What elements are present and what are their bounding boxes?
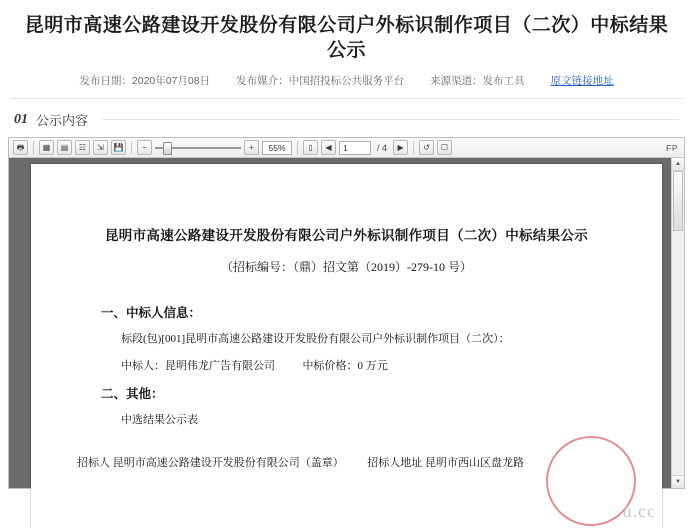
section-number: 01: [14, 111, 28, 127]
zoom-in-icon[interactable]: +: [244, 140, 259, 155]
toolbar-right-label: FP: [666, 142, 678, 153]
scroll-up-icon[interactable]: ▲: [672, 158, 684, 171]
toolbar-separator-2: [131, 141, 132, 154]
toolbar-separator-4: [413, 141, 414, 154]
doc-heading-other: 二、其他：: [101, 387, 164, 402]
page-mode-icon[interactable]: ▯: [303, 140, 318, 155]
section-header: [0, 99, 693, 137]
doc-winner-row: [121, 358, 616, 375]
next-page-icon[interactable]: ▶: [393, 140, 408, 155]
zoom-out-icon[interactable]: −: [137, 140, 152, 155]
doc-winner-price: 中标价格：0 万元: [302, 359, 388, 372]
section-rule: [102, 119, 679, 120]
zoom-slider[interactable]: [155, 140, 241, 155]
toolbar-separator-3: [297, 141, 298, 154]
document-canvas[interactable]: [9, 158, 684, 522]
toolbar-separator: [33, 141, 34, 154]
rotate-icon[interactable]: ↺: [419, 140, 434, 155]
original-link[interactable]: 原文链接地址: [550, 75, 614, 88]
document-page: [31, 164, 662, 528]
doc-winner-name: 中标人：昆明伟龙广告有限公司: [121, 359, 275, 372]
watermark: u.cc: [622, 501, 656, 522]
doc-title: 昆明市高速公路建设开发股份有限公司户外标识制作项目（二次）中标结果公示: [105, 228, 588, 244]
doc-heading-winner: 一、中标人信息：: [101, 306, 202, 321]
page-total-label: / 4: [377, 142, 388, 153]
doc-footer-row: [77, 455, 616, 472]
prev-page-icon[interactable]: ◀: [321, 140, 336, 155]
scroll-down-icon[interactable]: ▼: [672, 475, 684, 488]
section-label: 公示内容: [36, 113, 89, 129]
source-channel: 来源渠道：发布工具: [430, 75, 525, 88]
save-icon[interactable]: 💾: [111, 140, 126, 155]
zoom-slider-knob[interactable]: [163, 142, 172, 155]
doc-section-line: 标段(包)[001]昆明市高速公路建设开发股份有限公司户外标识制作项目（二次）：: [121, 333, 510, 346]
zoom-level-value[interactable]: 55%: [262, 141, 292, 155]
page-number-input[interactable]: 1: [339, 141, 371, 155]
print-icon[interactable]: 🖶: [13, 140, 28, 155]
doc-subtitle: （招标编号：（鼎）招文第（2019）-279-10 号）: [221, 260, 472, 275]
fit-width-icon[interactable]: ▤: [57, 140, 72, 155]
publish-date: 发布日期：2020年07月08日: [79, 75, 211, 88]
select-tool-icon[interactable]: ☐: [437, 140, 452, 155]
fit-page-icon[interactable]: ▦: [39, 140, 54, 155]
publisher: 发布媒介：中国招投标公共服务平台: [236, 75, 405, 88]
thumbnails-icon[interactable]: ☷: [75, 140, 90, 155]
document-viewer: [8, 137, 685, 522]
viewer-vertical-scrollbar[interactable]: [671, 158, 684, 488]
doc-tenderer-address: 招标人地址 昆明市西山区盘龙路: [367, 456, 524, 469]
doc-other-line: 中选结果公示表: [121, 414, 198, 427]
fullscreen-icon[interactable]: ⇲: [93, 140, 108, 155]
article-meta-bar: [0, 73, 693, 98]
doc-tenderer: 招标人 昆明市高速公路建设开发股份有限公司（盖章）: [77, 456, 344, 469]
viewer-toolbar: [9, 138, 684, 158]
scrollbar-thumb[interactable]: [673, 171, 683, 231]
page-title: 昆明市高速公路建设开发股份有限公司户外标识制作项目（二次）中标结果公示: [24, 15, 669, 61]
